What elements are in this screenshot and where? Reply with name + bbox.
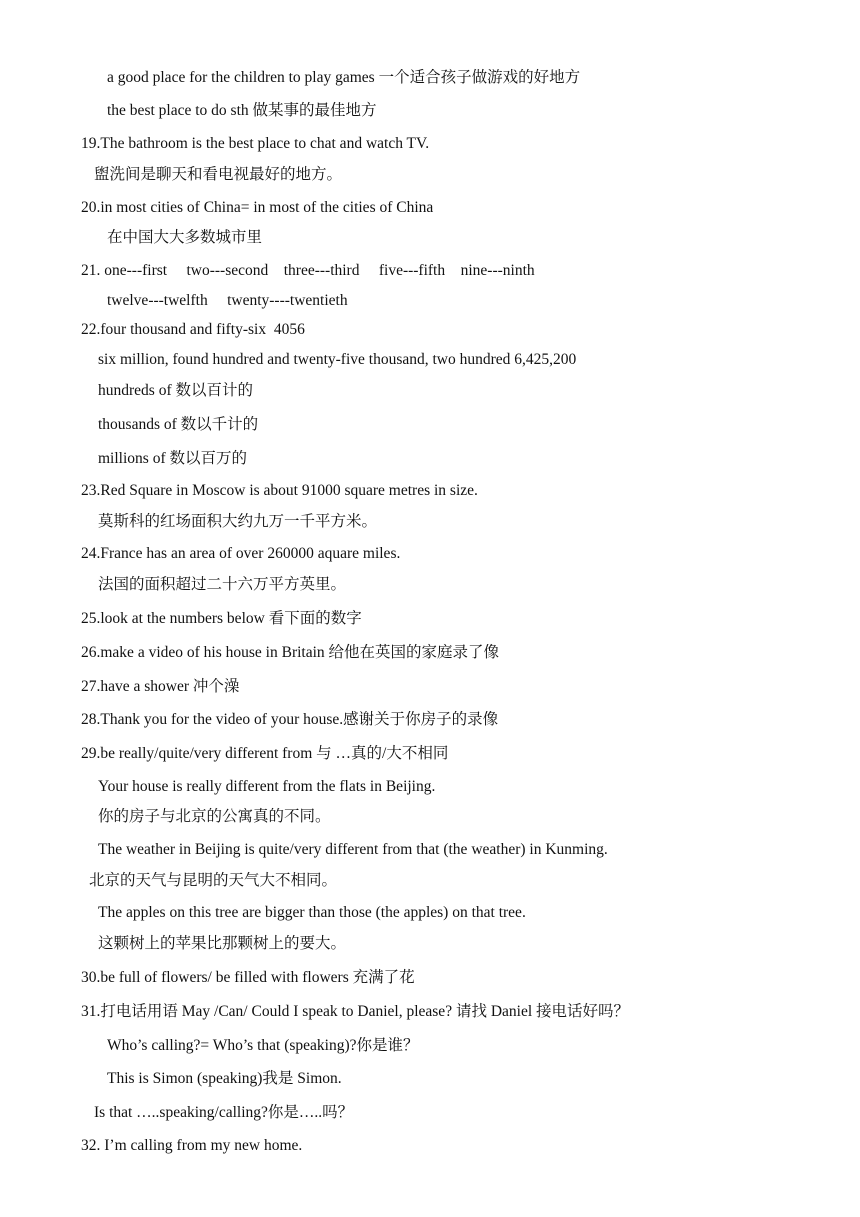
item-22: 22.four thousand and fifty-six 4056 xyxy=(81,321,305,338)
item-30: 30.be full of flowers/ be filled with flowers 充满了花 xyxy=(81,969,415,986)
text-line: the best place to do sth 做某事的最佳地方 xyxy=(107,102,377,119)
text-line: The apples on this tree are bigger than those (the apples) on that tree. xyxy=(98,904,526,921)
item-21: 21. one---first two---second three---third five---fifth nine---ninth xyxy=(81,262,535,279)
text-line: Who’s calling?= Who’s that (speaking)?你是谁？ xyxy=(107,1037,419,1054)
text-line: 盥洗间是聊天和看电视最好的地方。 xyxy=(94,166,343,183)
text-line: six million, found hundred and twenty-five thousand, two hundred 6,425,200 xyxy=(98,351,577,368)
text-line: a good place for the children to play games 一个适合孩子做游戏的好地方 xyxy=(107,69,581,86)
text-line: thousands of 数以千计的 xyxy=(98,416,259,433)
item-31: 31.打电话用语 May /Can/ Could I speak to Daniel, please? 请找 Daniel 接电话好吗？ xyxy=(81,1003,630,1020)
text-line: 北京的天气与昆明的天气大不相同。 xyxy=(89,872,338,889)
item-26: 26.make a video of his house in Britain 给他在英国的家庭录了像 xyxy=(81,644,500,661)
text-line: Your house is really different from the flats in Beijing. xyxy=(98,778,436,795)
text-line: 莫斯科的红场面积大约九万一千平方米。 xyxy=(98,513,378,530)
text-line: This is Simon (speaking)我是 Simon. xyxy=(107,1070,342,1087)
text-line: 在中国大大多数城市里 xyxy=(107,229,263,246)
text-line: hundreds of 数以百计的 xyxy=(98,382,253,399)
item-20: 20.in most cities of China= in most of the cities of China xyxy=(81,199,434,216)
item-27: 27.have a shower 冲个澡 xyxy=(81,678,240,695)
item-23: 23.Red Square in Moscow is about 91000 square metres in size. xyxy=(81,482,478,499)
item-28: 28.Thank you for the video of your house.感谢关于你房子的录像 xyxy=(81,711,499,728)
item-29: 29.be really/quite/very different from 与 …真的/大不相同 xyxy=(81,745,449,762)
text-line: 这颗树上的苹果比那颗树上的要大。 xyxy=(98,935,347,952)
text-line: millions of 数以百万的 xyxy=(98,450,247,467)
item-19: 19.The bathroom is the best place to chat and watch TV. xyxy=(81,135,430,152)
text-line: The weather in Beijing is quite/very different from that (the weather) in Kunming. xyxy=(98,841,608,858)
text-line: 法国的面积超过二十六万平方英里。 xyxy=(98,576,347,593)
text-line: Is that …..speaking/calling?你是…..吗？ xyxy=(94,1104,354,1121)
item-24: 24.France has an area of over 260000 aquare miles. xyxy=(81,545,401,562)
text-line: 你的房子与北京的公寓真的不同。 xyxy=(98,808,331,825)
text-line: twelve---twelfth twenty----twentieth xyxy=(107,292,348,309)
item-32: 32. I’m calling from my new home. xyxy=(81,1137,303,1154)
item-25: 25.look at the numbers below 看下面的数字 xyxy=(81,610,362,627)
